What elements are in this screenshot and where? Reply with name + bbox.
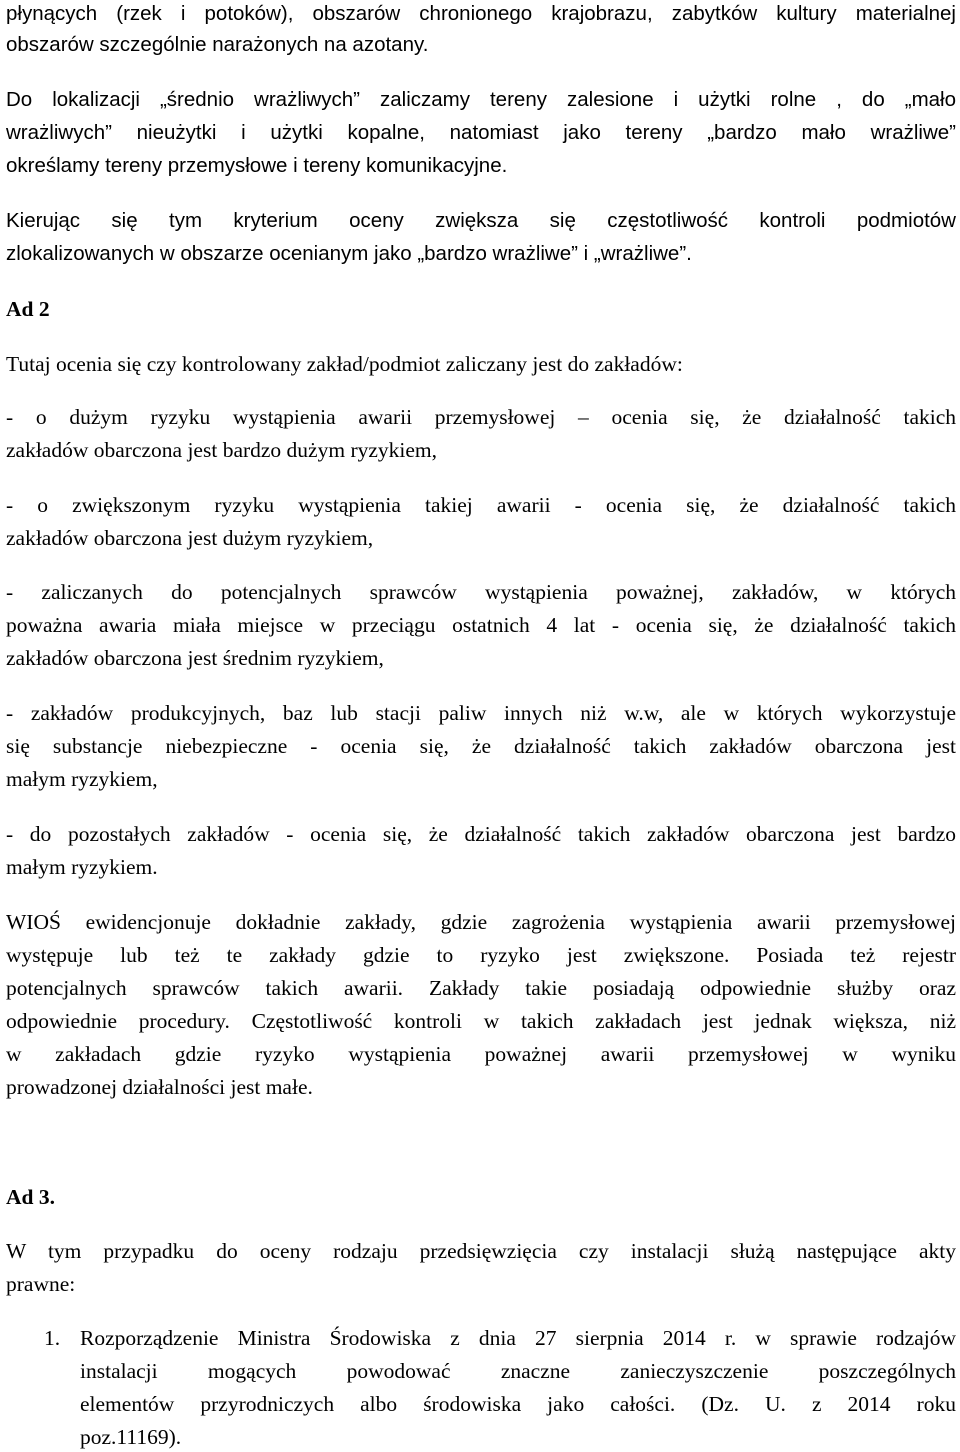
list-item-text: poz.11169).	[80, 1425, 182, 1449]
text-line: wrażliwych” nieużytki i użytki kopalne, natomiast jako tereny „bardzo mało wrażliwe”	[6, 121, 956, 144]
list-item-text: małym ryzykiem,	[6, 767, 158, 791]
list-item-text: - o dużym ryzyku wystąpienia awarii przemysłowej – ocenia się, że działalność takich	[6, 405, 956, 429]
list-number: 1.	[44, 1326, 61, 1350]
list-item-text: Rozporządzenie Ministra Środowiska z dnia 27 sierpnia 2014 r. w sprawie rodzajów	[80, 1326, 956, 1350]
text-line: obszarów szczególnie narażonych na azotany.	[6, 33, 429, 56]
list-item-text: - o zwiększonym ryzyku wystąpienia takiej awarii - ocenia się, że działalność takich	[6, 493, 956, 517]
text-line: w zakładach gdzie ryzyko wystąpienia poważnej awarii przemysłowej w wyniku	[6, 1042, 956, 1066]
text-line: WIOŚ ewidencjonuje dokładnie zakłady, gdzie zagrożenia wystąpienia awarii przemysłowej	[6, 910, 956, 934]
text-line: W tym przypadku do oceny rodzaju przedsięwzięcia czy instalacji służą następujące akty	[6, 1239, 956, 1263]
list-item-text: elementów przyrodniczych albo środowiska jako całości. (Dz. U. z 2014 roku	[80, 1392, 956, 1416]
list-item-text: instalacji mogących powodować znaczne zanieczyszczenie poszczególnych	[80, 1359, 956, 1383]
text-line: odpowiednie procedury. Częstotliwość kontroli w takich zakładach jest jednak większa, niż	[6, 1009, 956, 1033]
text-line: Tutaj ocenia się czy kontrolowany zakład/podmiot zaliczany jest do zakładów:	[6, 352, 683, 376]
section-heading-ad3: Ad 3.	[6, 1185, 55, 1209]
text-line: Do lokalizacji „średnio wrażliwych” zaliczamy tereny zalesione i użytki rolne , do „mało	[6, 88, 956, 111]
list-item-text: się substancje niebezpieczne - ocenia się, że działalność takich zakładów obarczona jest	[6, 734, 956, 758]
list-item-text: - zaliczanych do potencjalnych sprawców wystąpienia poważnej, zakładów, w których	[6, 580, 956, 604]
list-item-text: zakładów obarczona jest bardzo dużym ryzykiem,	[6, 438, 438, 462]
text-line: prawne:	[6, 1272, 76, 1296]
list-item-text: zakładów obarczona jest dużym ryzykiem,	[6, 526, 374, 550]
list-item-text: zakładów obarczona jest średnim ryzykiem,	[6, 646, 384, 670]
list-item-text: poważna awaria miała miejsce w przeciągu ostatnich 4 lat - ocenia się, że działalność takich	[6, 613, 956, 637]
text-line: określamy tereny przemysłowe i tereny komunikacyjne.	[6, 154, 508, 177]
text-line: prowadzonej działalności jest małe.	[6, 1075, 313, 1099]
text-line: występuje lub też te zakłady gdzie to ryzyko jest zwiększone. Posiada też rejestr	[6, 943, 956, 967]
section-heading-ad2: Ad 2	[6, 297, 50, 321]
text-line: zlokalizowanych w obszarze ocenianym jako „bardzo wrażliwe” i „wrażliwe”.	[6, 242, 692, 265]
text-line: płynących (rzek i potoków), obszarów chronionego krajobrazu, zabytków kultury materialnej	[6, 2, 956, 25]
text-line: potencjalnych sprawców takich awarii. Zakłady takie posiadają odpowiednie służby oraz	[6, 976, 956, 1000]
list-item-text: - zakładów produkcyjnych, baz lub stacji paliw innych niż w.w, ale w których wykorzystuje	[6, 701, 956, 725]
list-item-text: małym ryzykiem.	[6, 855, 158, 879]
text-line: Kierując się tym kryterium oceny zwiększa się częstotliwość kontroli podmiotów	[6, 209, 956, 232]
list-item-text: - do pozostałych zakładów - ocenia się, że działalność takich zakładów obarczona jest bardzo	[6, 822, 956, 846]
